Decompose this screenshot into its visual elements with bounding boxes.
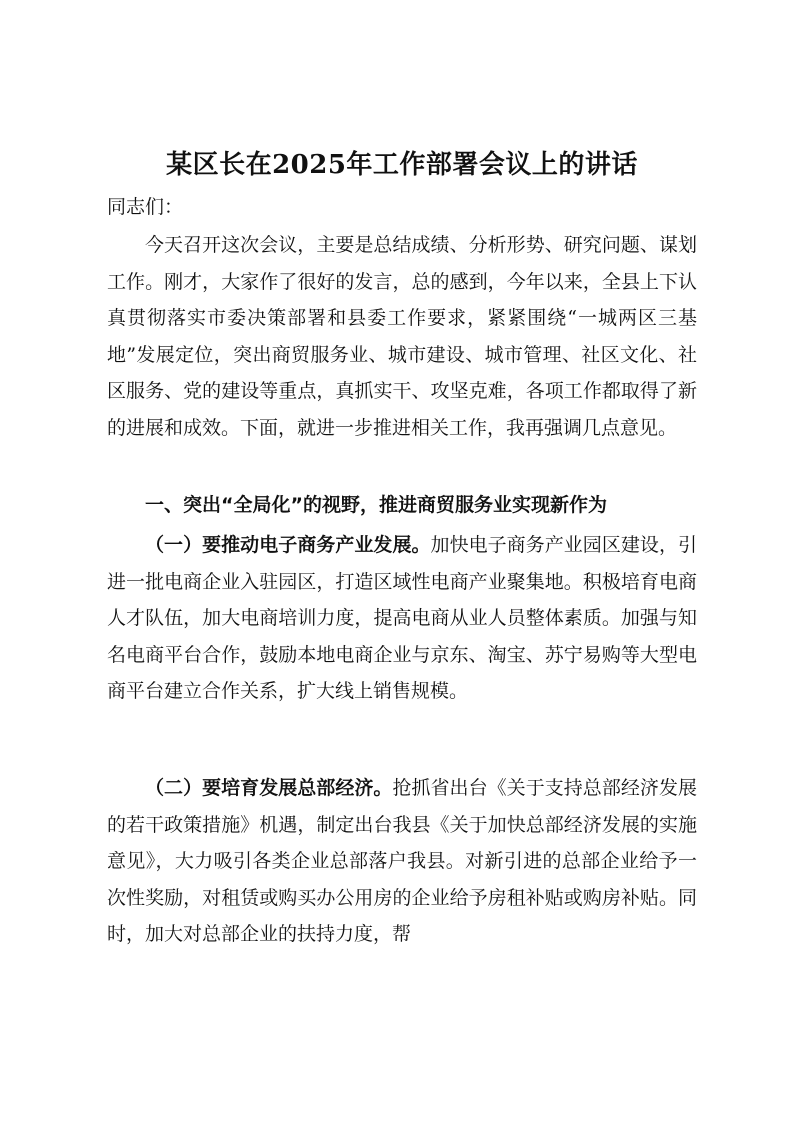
item-text-2: 抢抓省出台《关于支持总部经济发展的若干政策措施》机遇，制定出台我县《关于加快总部经济发展的实施意见》，大力吸引各类企业总部落户我县。对新引进的总部企业给予一次性奖励，对租赁或购买办公用房的企业给予房租补贴或购房补贴。同时，加大对总部企业的扶持力度，帮 — [107, 777, 697, 946]
intro-paragraph: 今天召开这次会议，主要是总结成绩、分析形势、研究问题、谋划工作。刚才，大家作了很好的发言，总的感到，今年以来，全县上下认真贯彻落实市委决策部署和县委工作要求，紧紧围绕“一城两区三基地”发展定位，突出商贸服务业、城市建设、城市管理、社区文化、社区服务、党的建设等重点，真抓实干、攻坚克难，各项工作都取得了新的进展和成效。下面，就进一步推进相关工作，我再强调几点意见。 — [107, 234, 697, 439]
document-page — [107, 0, 697, 1122]
item-paragraph-1 — [107, 527, 697, 710]
salutation: 同志们： — [107, 196, 184, 218]
item-lead-1: （一）要推动电子商务产业发展。 — [145, 534, 431, 556]
item-lead-2: （二）要培育发展总部经济。 — [145, 777, 393, 799]
item-paragraph-2 — [107, 770, 697, 953]
section-heading: 一、突出“全局化”的视野，推进商贸服务业实现新作为 — [145, 494, 607, 516]
item-text-1: 加快电子商务产业园区建设，引进一批电商企业入驻园区，打造区域性电商产业聚集地。积极培育电商人才队伍，加大电商培训力度，提高电商从业人员整体素质。加强与知名电商平台合作，鼓励本地电商企业与京东、淘宝、苏宁易购等大型电商平台建立合作关系，扩大线上销售规模。 — [107, 534, 697, 703]
document-title: 某区长在2025年工作部署会议上的讲话 — [166, 150, 638, 180]
